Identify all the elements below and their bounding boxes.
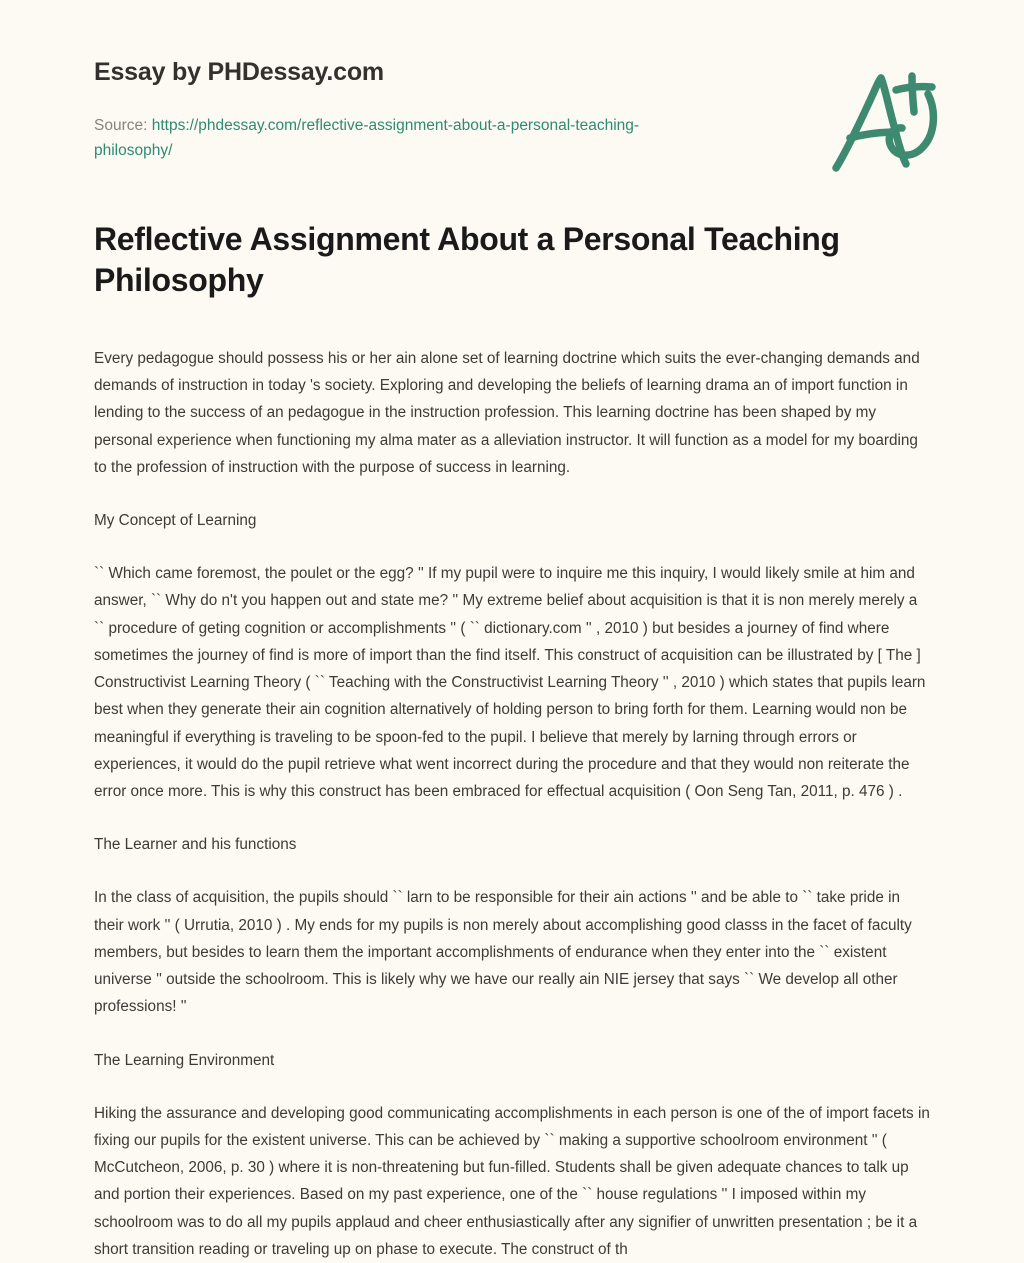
source-url-link[interactable]: https://phdessay.com/reflective-assignment-about-a-personal-teaching-philosophy/ [94, 117, 640, 160]
paragraph-intro: Every pedagogue should possess his or her ain alone set of learning doctrine which suits the ever-changing demands and demands of instruction in today 's society. Exploring and developing the beliefs of learning drama an of import function in lending to the success of an pedagogue in the instruction profession. This learning doctrine has been shaped by my personal experience when functioning my alma mater as a alleviation instructor. It will function as a model for my boarding to the profession of instruction with the purpose of success in learning. [94, 349, 920, 476]
section-heading-learning-environment: The Learning Environment [94, 1051, 275, 1069]
section-heading-learner-and-his-functions: The Learner and his functions [94, 836, 297, 854]
paragraph-concept-of-learning: `` Which came foremost, the poulet or the egg? '' If my pupil were to inquire me this inquiry, I would likely smile at him and answer, `` Why do n't you happen out and state me? '' My extreme belief about acquisition is that it is non merely merely a `` procedure of geting cognition or accomplishments '' ( `` dictionary.com '' , 2010 ) but besides a journey of find where sometimes the journey of find is more of import than the find itself. This construct of acquisition can be illustrated by [ The ] Constructivist Learning Theory ( `` Teaching with the Constructivist Learning Theory '' , 2010 ) which states that pupils learn best when they generate their ain cognition alternatively of holding person to bring forth for them. Learning would non be meaningful if everything is traveling to be spoon-fed to the pupil. I believe that merely by larning through errors or experiences, it would do the pupil retrieve what went incorrect during the procedure and that they would non reiterate the error once more. This is why this construct has been embraced for effectual acquisition ( Oon Seng Tan, 2011, p. 476 ) . [94, 565, 926, 800]
section-heading-concept-of-learning: My Concept of Learning [94, 512, 257, 529]
paragraph-learning-environment: Hiking the assurance and developing good communicating accomplishments in each person is one of the of import facets in fixing our pupils for the existent universe. This can be achieved by `` making a supportive schoolroom environment '' ( McCutcheon, 2006, p. 30 ) where it is non-threatening but fun-filled. Students shall be given adequate chances to talk up and portion their experiences. Based on my past experience, one of the `` house regulations '' I imposed within my schoolroom was to do all my pupils applaud and cheer enthusiastically after any signifier of unwritten presentation ; be it a short transition reading or traveling up on phase to execute. The construct of th [94, 1104, 930, 1258]
brand-title: Essay by PHDessay.com [94, 58, 384, 86]
source-line [94, 113, 714, 163]
page-title: Reflective Assignment About a Personal Teaching Philosophy [94, 221, 840, 298]
a-plus-handwritten-logo-icon [824, 64, 950, 184]
article-container [0, 219, 1024, 1263]
source-label: Source: [94, 117, 148, 134]
paragraph-learner-and-his-functions: In the class of acquisition, the pupils should `` larn to be responsible for their ain actions '' and be able to `` take pride in their work '' ( Urrutia, 2010 ) . My ends for my pupils is non merely about accomplishing good classs in the facet of faculty members, but besides to learn them the important accomplishments of endurance when they enter into the `` existent universe '' outside the schoolroom. This is likely why we have our really ain NIE jersey that says `` We develop all other professions! '' [94, 889, 912, 1016]
article-body [94, 345, 930, 1263]
page-header [0, 0, 1024, 175]
